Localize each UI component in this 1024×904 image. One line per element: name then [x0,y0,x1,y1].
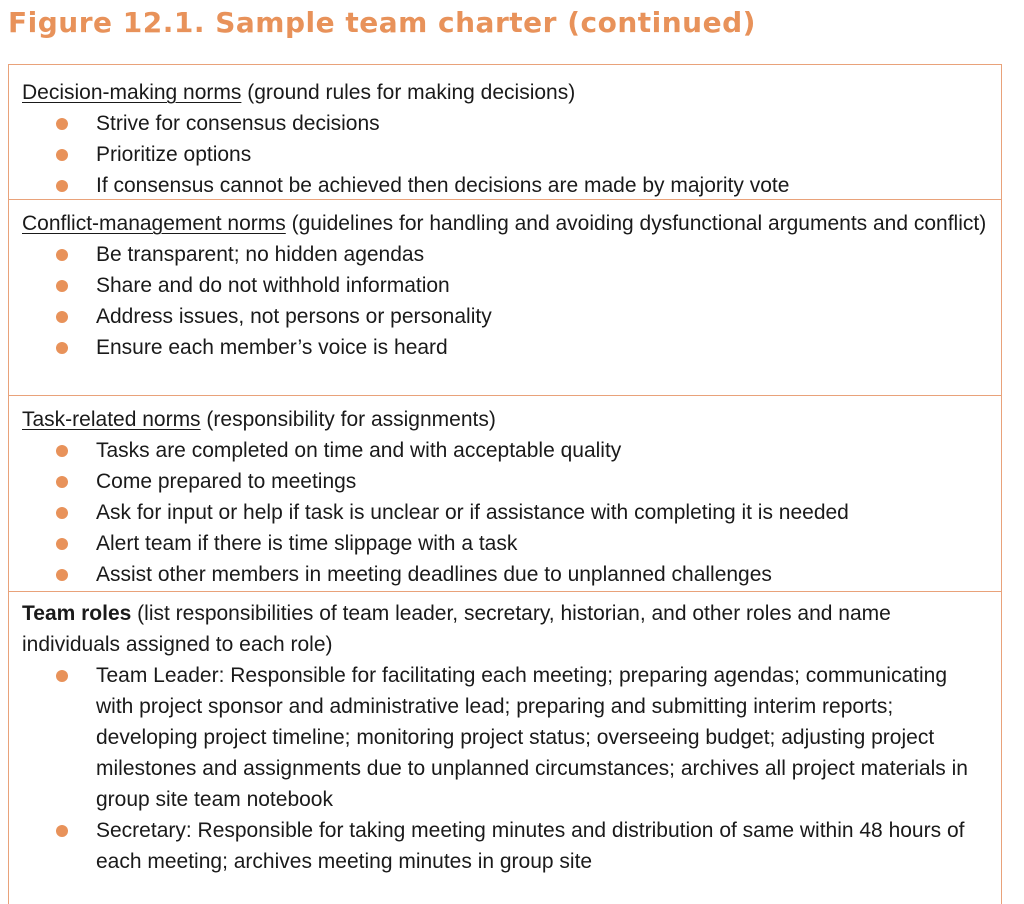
list-item-text: Address issues, not persons or personality [96,305,492,328]
team-roles-section [9,592,1001,877]
list-item [96,466,989,497]
list-item-text: Ask for input or help if task is unclear or if assistance with completing it is needed [96,501,849,524]
list-item-text: Assist other members in meeting deadlines due to unplanned challenges [96,563,772,586]
bullet-dot-icon [56,342,68,354]
list-item [96,559,989,590]
list-item-text: Tasks are completed on time and with acceptable quality [96,439,622,462]
list-item-text: Team Leader: Responsible for facilitating each meeting; preparing agendas; communicating with project sponsor and administrative lead; preparing and submitting interim reports; developing project timeline; monitoring project status; overseeing budget; adjusting project milestones and assignments due to unplanned circumstances; archives all project materials in group site team notebook [96,664,968,811]
list-item-text: Prioritize options [96,143,252,166]
list-item [96,815,989,877]
list-item-text: Secretary: Responsible for taking meeting minutes and distribution of same within 48 hours of each meeting; archives meeting minutes in group site [96,819,965,873]
section-heading: Decision-making norms [22,81,242,104]
bullet-list [22,239,989,363]
list-item [96,239,989,270]
list-item [96,270,989,301]
list-item-text: Alert team if there is time slippage with a task [96,532,518,555]
bullet-dot-icon [56,538,68,550]
section-description: (list responsibilities of team leader, secretary, historian, and other roles and name individuals assigned to each role) [22,602,891,656]
conflict-management-section [9,200,1001,396]
list-item-text: Be transparent; no hidden agendas [96,243,425,266]
list-item [96,170,989,201]
bullet-dot-icon [56,445,68,457]
bullet-list [22,435,989,590]
bullet-dot-icon [56,670,68,682]
bullet-dot-icon [56,280,68,292]
list-item [96,660,989,815]
bullet-dot-icon [56,507,68,519]
task-related-section [9,396,1001,592]
list-item-text: If consensus cannot be achieved then decisions are made by majority vote [96,174,790,197]
section-description: (ground rules for making decisions) [241,81,576,104]
section-heading: Task-related norms [22,408,201,431]
bullet-dot-icon [56,569,68,581]
team-charter-table [8,64,1002,904]
bullet-dot-icon [56,180,68,192]
list-item-text: Strive for consensus decisions [96,112,380,135]
section-intro [22,77,989,108]
section-intro [22,208,989,239]
section-intro [22,598,989,660]
section-heading: Conflict-management norms [22,212,286,235]
bullet-dot-icon [56,476,68,488]
list-item [96,139,989,170]
bullet-dot-icon [56,149,68,161]
section-description: (guidelines for handling and avoiding dysfunctional arguments and conflict) [285,212,987,235]
section-intro [22,404,989,435]
figure-title: Figure 12.1. Sample team charter (continued) [8,6,756,39]
list-item [96,497,989,528]
list-item [96,435,989,466]
section-heading: Team roles [22,602,132,625]
bullet-list [22,108,989,201]
list-item [96,301,989,332]
bullet-dot-icon [56,311,68,323]
bullet-dot-icon [56,825,68,837]
decision-making-section [9,65,1001,200]
section-description: (responsibility for assignments) [200,408,496,431]
bullet-dot-icon [56,249,68,261]
list-item-text: Ensure each member’s voice is heard [96,336,448,359]
list-item-text: Come prepared to meetings [96,470,357,493]
list-item [96,108,989,139]
list-item [96,528,989,559]
list-item-text: Share and do not withhold information [96,274,450,297]
bullet-dot-icon [56,118,68,130]
list-item [96,332,989,363]
bullet-list [22,660,989,877]
